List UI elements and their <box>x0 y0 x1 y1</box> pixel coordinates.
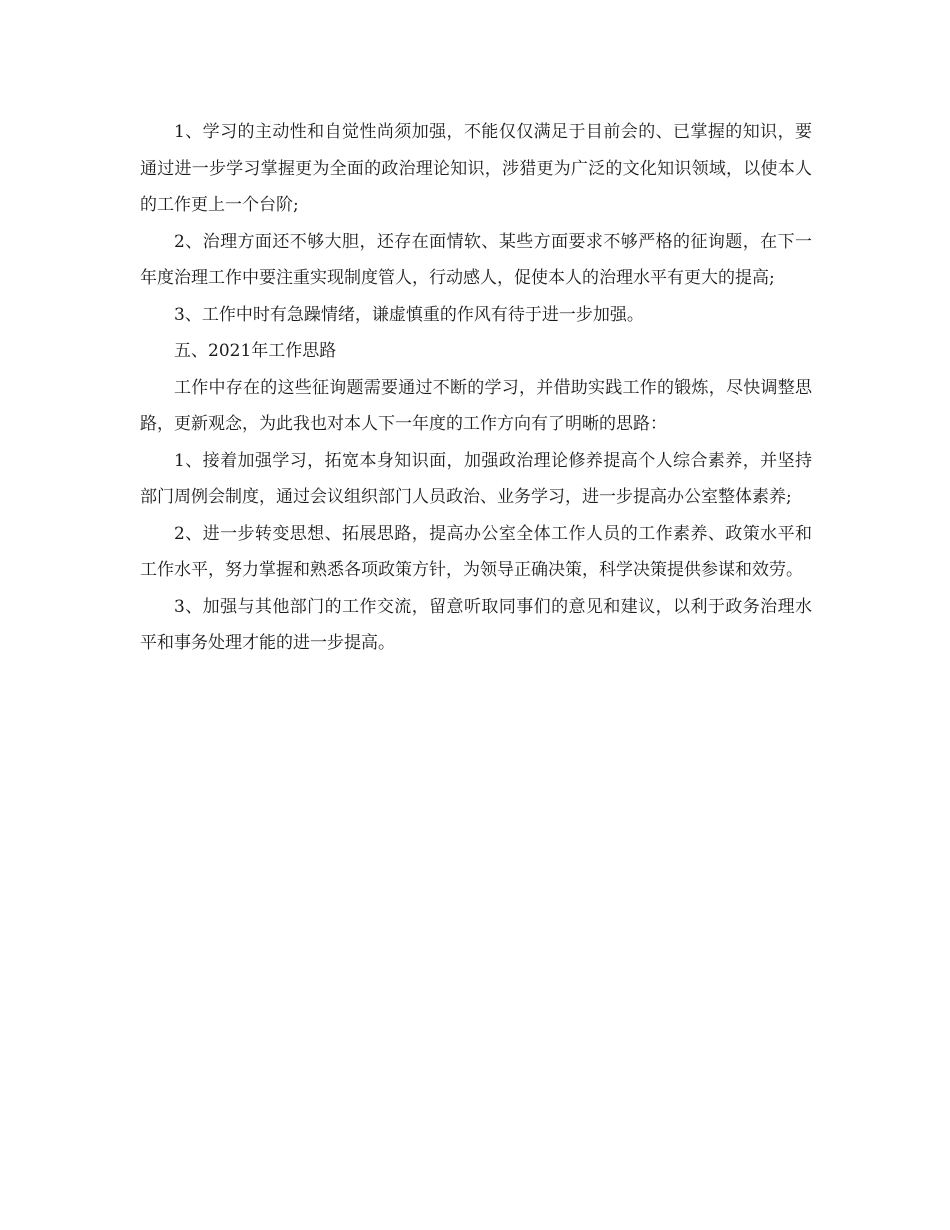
paragraph-plan-intro: 工作中存在的这些征询题需要通过不断的学习，并借助实践工作的锻炼，尽快调整思路，更新观念，为此我也对本人下一年度的工作方向有了明晰的思路： <box>140 377 812 434</box>
paragraph-plan-3: 3、加强与其他部门的工作交流，留意听取同事们的意见和建议，以利于政务治理水平和事务处理才能的进一步提高。 <box>140 596 812 653</box>
paragraph-weakness-2: 2、治理方面还不够大胆，还存在面情软、某些方面要求不够严格的征询题，在下一年度治理工作中要注重实现制度管人，行动感人，促使本人的治理水平有更大的提高; <box>140 231 812 288</box>
document-body <box>140 114 812 662</box>
section-heading-work-plan: 五、2021年工作思路 <box>174 341 337 361</box>
paragraph-plan-2: 2、进一步转变思想、拓展思路，提高办公室全体工作人员的工作素养、政策水平和工作水平，努力掌握和熟悉各项政策方针，为领导正确决策，科学决策提供参谋和效劳。 <box>140 523 812 580</box>
paragraph-weakness-3: 3、工作中时有急躁情绪，谦虚慎重的作风有待于进一步加强。 <box>174 304 644 325</box>
paragraph-plan-1: 1、接着加强学习，拓宽本身知识面，加强政治理论修养提高个人综合素养，并坚持部门周例会制度，通过会议组织部门人员政治、业务学习，进一步提高办公室整体素养; <box>140 450 812 507</box>
paragraph-weakness-1: 1、学习的主动性和自觉性尚须加强，不能仅仅满足于目前会的、已掌握的知识，要通过进一步学习掌握更为全面的政治理论知识，涉猎更为广泛的文化知识领域，以使本人的工作更上一个台阶; <box>140 122 812 215</box>
